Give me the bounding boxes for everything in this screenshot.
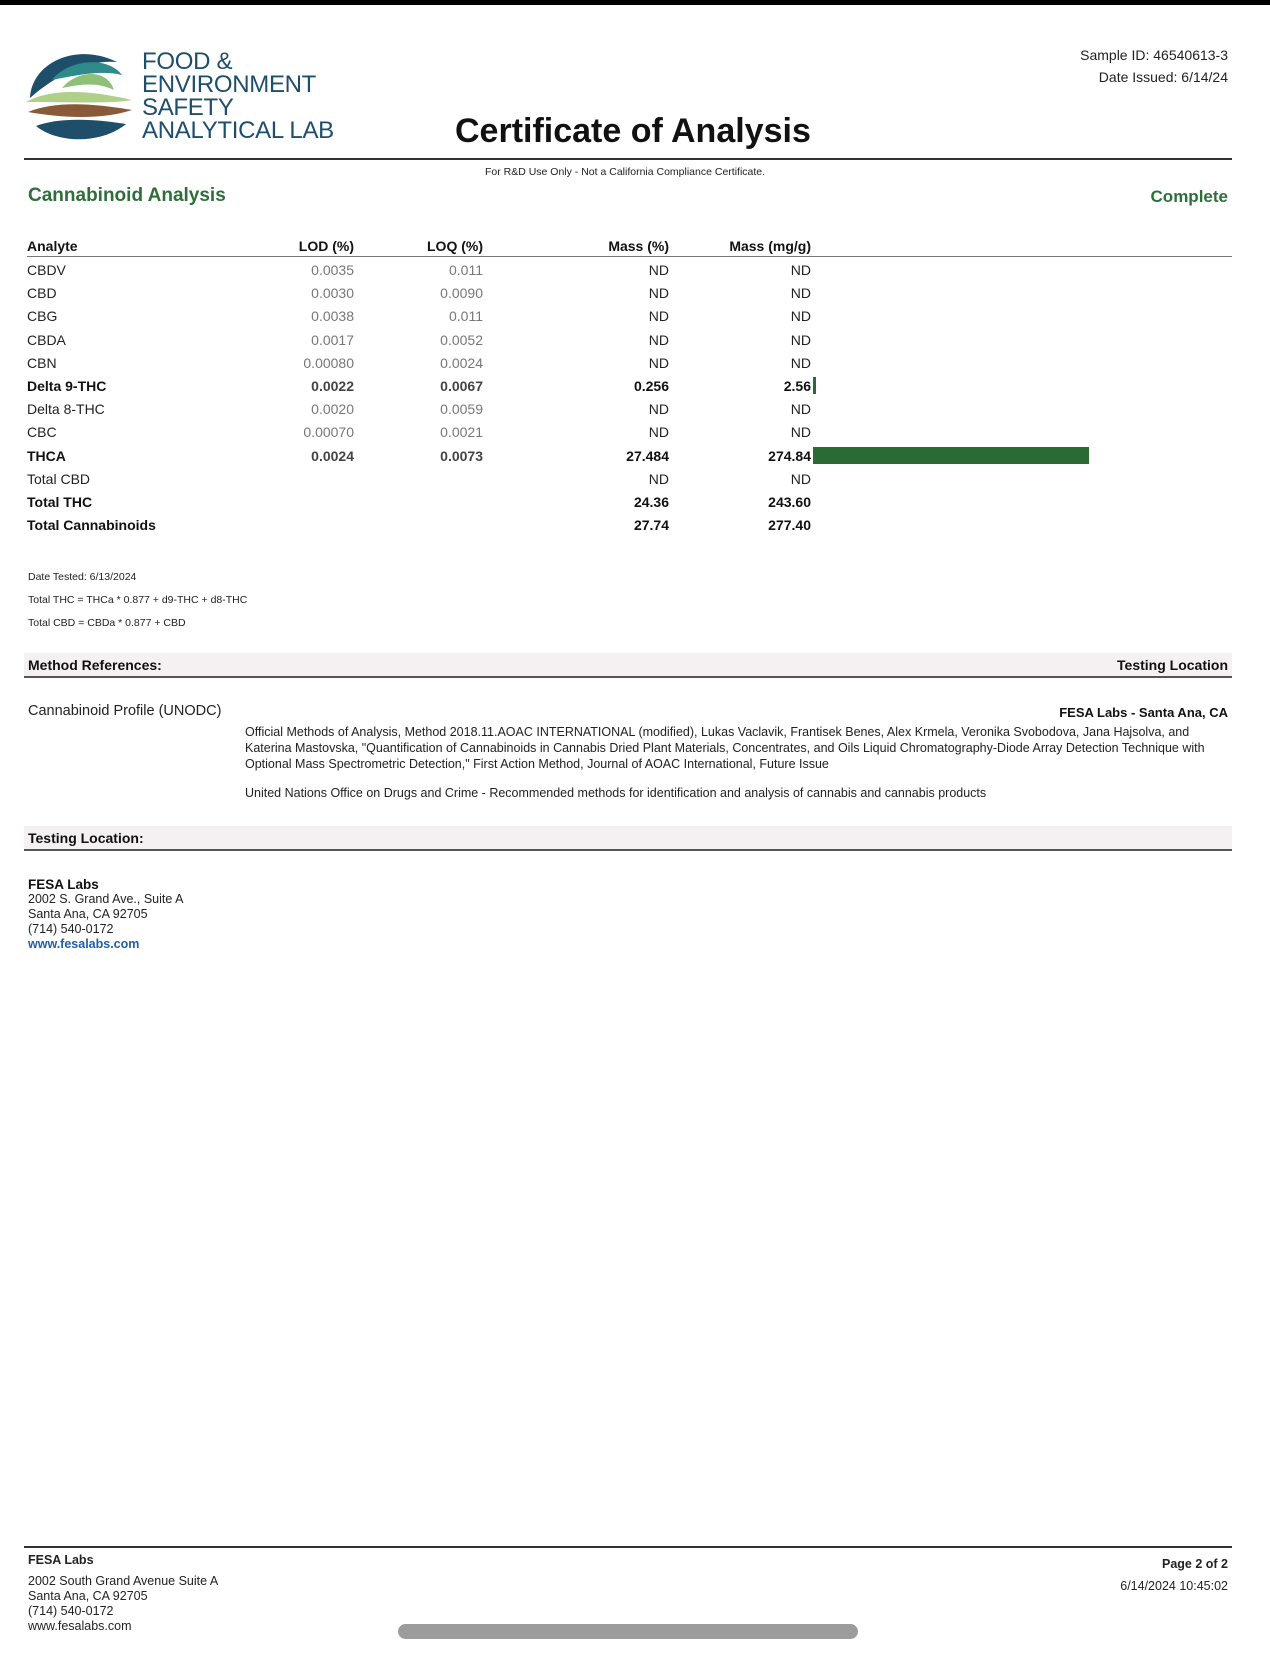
- lab-name: [142, 50, 342, 142]
- date-issued: Date Issued: 6/14/24: [1098, 69, 1228, 85]
- footer-meta: [1120, 1553, 1228, 1597]
- testing-location-label: Testing Location: [1117, 657, 1228, 673]
- website-link[interactable]: www.fesalabs.com: [28, 937, 140, 951]
- mass-pct-cell: ND: [648, 424, 669, 441]
- document-meta: [1080, 44, 1228, 88]
- mass-mg-cell: ND: [790, 285, 811, 302]
- col-analyte: Analyte: [27, 238, 78, 254]
- mass-pct-cell: 27.74: [633, 517, 669, 534]
- section-title: Cannabinoid Analysis: [28, 185, 226, 206]
- mass-bar: [813, 447, 1089, 464]
- col-loq: LOQ (%): [427, 238, 483, 254]
- header-divider: [24, 158, 1232, 160]
- status-badge: Complete: [1150, 187, 1228, 206]
- method-reference: Official Methods of Analysis, Method 2018.11.AOAC INTERNATIONAL (modified), Lukas Vaclavik, Frantisek Benes, Alex Krmela, Veronika Svobodova, Jana Hajsolva, and Katerina Mastovska, "Quantification of Cannabinoids in Cannabis Dried Plant Materials, Concentrates, and Oils Liquid Chromatography-Diode Array Detection Technique with Optional Mass Spectrometric Detection," First Action Method, Journal of AOAC International, Future Issue: [245, 725, 1205, 771]
- phone: (714) 540-0172: [28, 922, 114, 936]
- table-row: [27, 282, 1232, 305]
- footer-name: FESA Labs: [28, 1553, 94, 1567]
- top-border: [0, 0, 1270, 5]
- analyte-cell: Delta 9-THC: [27, 378, 107, 394]
- method-references-header: [24, 653, 1232, 678]
- lod-cell: 0.0038: [311, 308, 354, 325]
- col-lod: LOD (%): [298, 238, 354, 254]
- mass-pct-cell: ND: [648, 308, 669, 325]
- lod-cell: 0.00080: [303, 354, 354, 371]
- disclaimer: For R&D Use Only - Not a California Compliance Certificate.: [484, 166, 766, 178]
- mass-mg-cell: 274.84: [768, 447, 811, 464]
- mass-bar: [813, 377, 816, 394]
- loq-cell: 0.0067: [440, 378, 483, 394]
- mass-mg-cell: ND: [790, 401, 811, 418]
- loq-cell: 0.0021: [440, 424, 483, 441]
- mass-mg-cell: 277.40: [768, 517, 811, 534]
- analyte-cell: Delta 8-THC: [27, 401, 105, 418]
- table-row: [27, 398, 1232, 421]
- mass-mg-cell: ND: [790, 308, 811, 325]
- footer-address-line: Santa Ana, CA 92705: [28, 1589, 148, 1603]
- total-cbd-formula: Total CBD = CBDa * 0.877 + CBD: [28, 617, 186, 629]
- table-row: [27, 259, 1232, 282]
- footer-divider: [24, 1546, 1232, 1548]
- mass-mg-cell: ND: [790, 262, 811, 278]
- table-row: [27, 421, 1232, 444]
- mass-mg-cell: ND: [790, 470, 811, 487]
- mass-pct-cell: ND: [648, 354, 669, 371]
- table-row: [27, 305, 1232, 328]
- table-row: [27, 352, 1232, 375]
- notes: [28, 566, 247, 635]
- footer-address-line: 2002 South Grand Avenue Suite A: [28, 1574, 219, 1588]
- address-line: 2002 S. Grand Ave., Suite A: [28, 892, 184, 906]
- mass-pct-cell: ND: [648, 470, 669, 487]
- table-row: [27, 514, 1232, 537]
- scrollbar[interactable]: [398, 1624, 858, 1639]
- footer-phone: (714) 540-0172: [28, 1604, 114, 1618]
- analyte-cell: Total CBD: [27, 470, 91, 487]
- analyte-cell: Total THC: [27, 494, 93, 510]
- date-tested: Date Tested: 6/13/2024: [28, 571, 137, 583]
- table-row: [27, 329, 1232, 352]
- loq-cell: 0.011: [449, 308, 483, 325]
- lab-name-line: ANALYTICAL LAB: [142, 117, 334, 144]
- mass-pct-cell: ND: [648, 262, 669, 278]
- location-name: FESA Labs: [28, 877, 99, 892]
- col-mass-pct: Mass (%): [608, 238, 669, 254]
- mass-pct-cell: ND: [648, 285, 669, 302]
- footer-website: www.fesalabs.com: [28, 1619, 132, 1633]
- mass-pct-cell: 24.36: [633, 494, 669, 510]
- lab-name-line: ENVIRONMENT: [142, 71, 317, 98]
- lod-cell: 0.0017: [311, 331, 354, 348]
- loq-cell: 0.0090: [440, 285, 483, 302]
- loq-cell: 0.0073: [440, 447, 483, 464]
- table-header: [27, 236, 1232, 256]
- mass-pct-cell: ND: [648, 331, 669, 348]
- lod-cell: 0.0020: [311, 401, 354, 418]
- mass-mg-cell: ND: [790, 354, 811, 371]
- table-divider: [27, 256, 1232, 257]
- loq-cell: 0.0052: [440, 331, 483, 348]
- analyte-cell: CBC: [27, 424, 57, 441]
- loq-cell: 0.0024: [440, 354, 483, 371]
- loq-cell: 0.011: [449, 262, 483, 278]
- col-mass-mg: Mass (mg/g): [729, 238, 811, 254]
- testing-location-title: Testing Location:: [28, 830, 144, 846]
- table-row: [27, 491, 1232, 514]
- analyte-cell: CBD: [27, 285, 57, 302]
- address-line: Santa Ana, CA 92705: [28, 907, 148, 921]
- analyte-cell: CBDV: [27, 262, 66, 278]
- analyte-cell: CBDA: [27, 331, 66, 348]
- lod-cell: 0.0024: [311, 447, 354, 464]
- mass-pct-cell: 27.484: [626, 447, 669, 464]
- footer-address: [28, 1553, 218, 1634]
- page-number: Page 2 of 2: [1162, 1557, 1228, 1571]
- page-title: Certificate of Analysis: [455, 112, 811, 150]
- method-name: Cannabinoid Profile (UNODC): [28, 703, 222, 719]
- table-row: [27, 375, 1232, 398]
- analyte-cell: Total Cannabinoids: [27, 517, 156, 534]
- analyte-cell: THCA: [27, 447, 66, 464]
- mass-mg-cell: ND: [790, 331, 811, 348]
- total-thc-formula: Total THC = THCa * 0.877 + d9-THC + d8-THC: [28, 594, 248, 606]
- loq-cell: 0.0059: [440, 401, 483, 418]
- testing-location-header: [24, 826, 1232, 851]
- mass-pct-cell: ND: [648, 401, 669, 418]
- mass-pct-cell: 0.256: [633, 378, 669, 394]
- testing-location-address: [28, 877, 183, 952]
- lod-cell: 0.0022: [311, 378, 354, 394]
- analyte-cell: CBN: [27, 354, 57, 371]
- analyte-cell: CBG: [27, 308, 58, 325]
- method-reference: United Nations Office on Drugs and Crime - Recommended methods for identification and analysis of cannabis and cannabis products: [245, 786, 987, 800]
- method-references-label: Method References:: [28, 657, 162, 673]
- footer-timestamp: 6/14/2024 10:45:02: [1120, 1579, 1228, 1593]
- table-row: [27, 445, 1232, 468]
- table-row: [27, 468, 1232, 491]
- lab-name-line: SAFETY: [142, 94, 234, 121]
- lab-name-line: FOOD &: [142, 48, 233, 75]
- mass-mg-cell: 2.56: [783, 378, 811, 394]
- lod-cell: 0.00070: [303, 424, 354, 441]
- mass-mg-cell: ND: [790, 424, 811, 441]
- lod-cell: 0.0035: [311, 262, 354, 278]
- method-location: FESA Labs - Santa Ana, CA: [1059, 705, 1228, 720]
- lab-logo-icon: [22, 40, 137, 152]
- sample-id: Sample ID: 46540613-3: [1080, 47, 1228, 63]
- mass-mg-cell: 243.60: [768, 494, 811, 510]
- lod-cell: 0.0030: [311, 285, 354, 302]
